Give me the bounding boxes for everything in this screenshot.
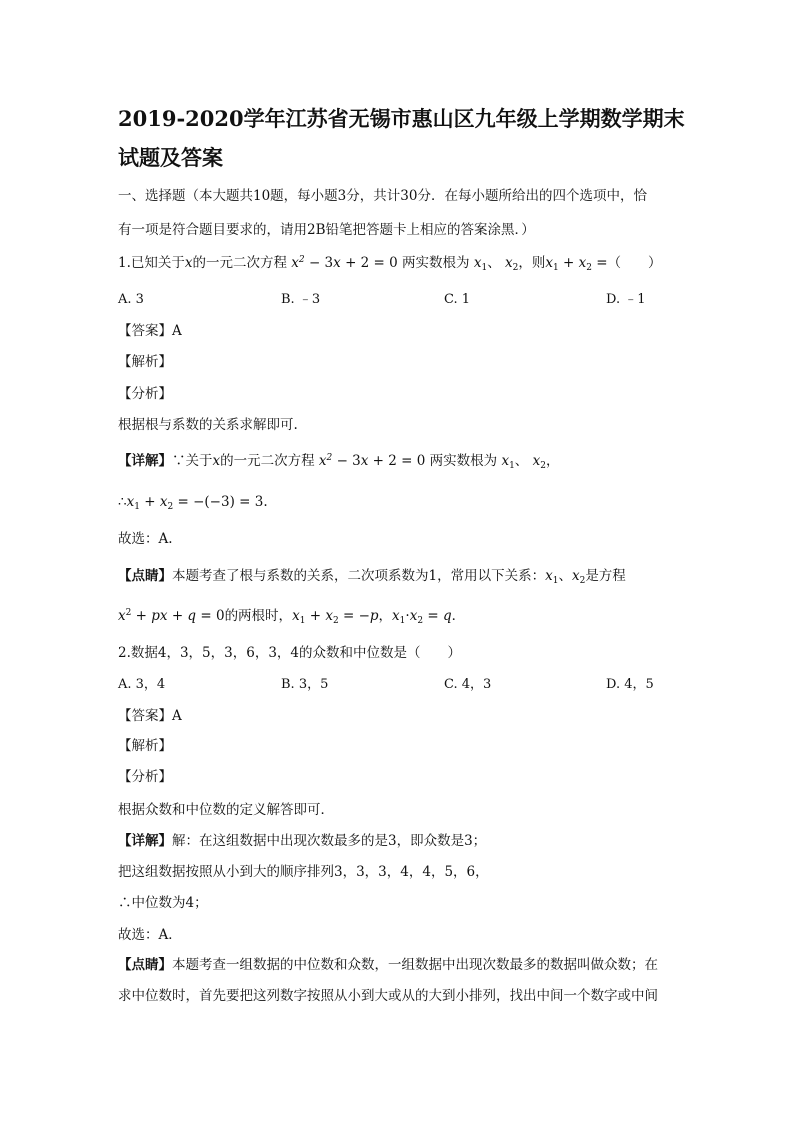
q2-option-c: C. 4，3 (444, 677, 492, 692)
q1-analysis-heading: 【解析】 (118, 354, 172, 370)
q2-option-d: D. 4，5 (606, 677, 654, 692)
q1-option-d: D. ﹣1 (606, 292, 646, 307)
q1-fenxi-heading: 【分析】 (118, 386, 172, 402)
q2-option-b: B. 3，5 (281, 677, 329, 692)
page-title-line1: 2019-2020学年江苏省无锡市惠山区九年级上学期数学期末 (118, 106, 685, 131)
q1-stem: 1.已知关于x的一元二次方程 $x^2 - 3x + 2 = 0$ 两实数根为 $x_1$、 $x_2$，则$x_1 + x_2$ =（ ） (118, 255, 662, 273)
q1-option-a: A. 3 (118, 292, 144, 307)
q2-answer: 【答案】A (118, 708, 182, 724)
q1-comment-line2: $x^2$ + px + q = 0的两根时，$x_1 + x_2 = -p$，$x_1\cdot x_2 = q$． (118, 608, 466, 626)
q2-sort-text: 把这组数据按照从小到大的顺序排列3，3，3，4，4，5，6， (118, 864, 489, 880)
q1-fenxi-text: 根据根与系数的关系求解即可. (118, 417, 298, 433)
q2-fenxi-text: 根据众数和中位数的定义解答即可． (118, 802, 334, 818)
q2-detail: 【详解】解：在这组数据中出现次数最多的是3，即众数是3； (118, 833, 487, 849)
q1-equation: $x^2 - 3x + 2 = 0$ (287, 255, 398, 271)
q1-comment-line1: 【点睛】本题考查了根与系数的关系，二次项系数为1，常用以下关系：$x_1$、$x_2$是方程 (118, 568, 626, 586)
q2-analysis-heading: 【解析】 (118, 738, 172, 754)
q1-detail: 【详解】∵关于x的一元二次方程 $x^2 - 3x + 2 = 0$ 两实数根为 $x_1$、 $x_2$， (118, 453, 560, 471)
q1-choose: 故选：A. (118, 531, 173, 547)
q1-derivation: $\therefore x_1 + x_2 = -(-3) = 3$. (118, 494, 268, 512)
q2-fenxi-heading: 【分析】 (118, 769, 172, 785)
q1-option-c: C. 1 (444, 292, 471, 307)
q1-answer: 【答案】A (118, 323, 182, 339)
q2-comment-line1: 【点睛】本题考查一组数据的中位数和众数，一组数据中出现次数最多的数据叫做众数；在 (118, 957, 658, 973)
q2-stem: 2.数据4，3，5，3，6，3，4的众数和中位数是（ ） (118, 645, 462, 661)
section-instructions-line1: 一、选择题（本大题共10题，每小题3分，共计30分．在每小题所给出的四个选项中，恰 (118, 188, 647, 204)
section-instructions-line2: 有一项是符合题目要求的，请用2B铅笔把答题卡上相应的答案涂黑．） (118, 222, 535, 238)
page-title-line2: 试题及答案 (118, 145, 223, 170)
q2-choose: 故选：A． (118, 927, 182, 943)
q2-comment-line2: 求中位数时，首先要把这列数字按照从小到大或从的大到小排列，找出中间一个数字或中间 (118, 988, 658, 1004)
q2-median-text: ∴中位数为4； (118, 895, 208, 911)
q1-option-b: B. ﹣3 (281, 292, 321, 307)
q2-option-a: A. 3，4 (118, 677, 166, 692)
